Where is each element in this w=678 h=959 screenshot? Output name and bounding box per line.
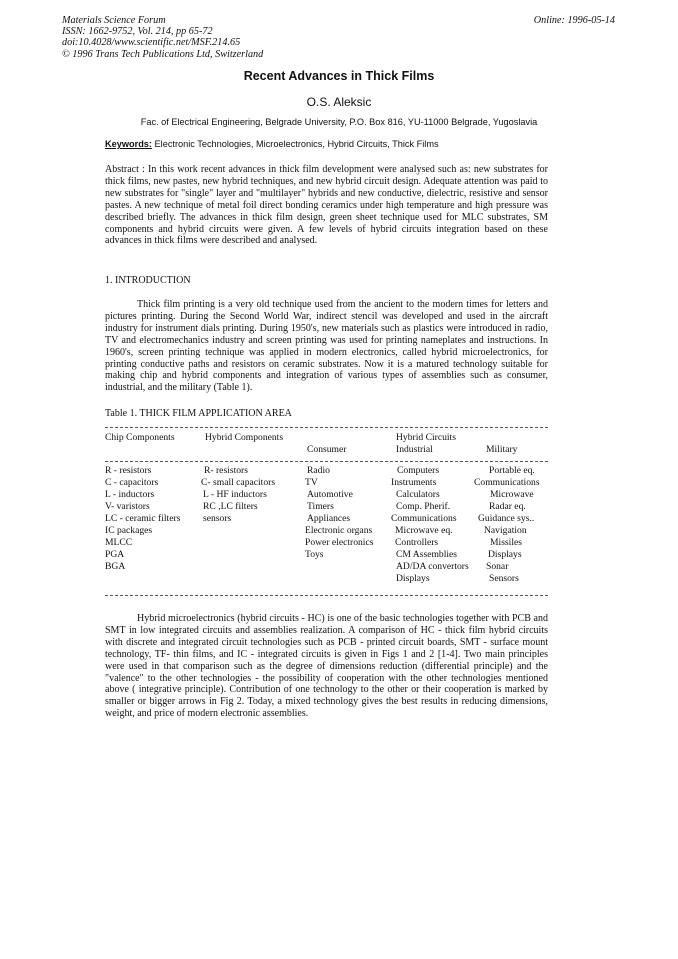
table-top-rule xyxy=(105,427,548,428)
table-cell: Navigation xyxy=(484,525,527,536)
table-header-military: Military xyxy=(486,444,518,455)
table-cell: Power electronics xyxy=(305,537,374,548)
table-cell: Displays xyxy=(488,549,522,560)
keywords-label: Keywords: xyxy=(105,139,152,149)
paper-title: Recent Advances in Thick Films xyxy=(243,69,435,83)
table-cell: BGA xyxy=(105,561,126,572)
online-date: Online: 1996-05-14 xyxy=(533,15,615,26)
section-heading-introduction: 1. INTRODUCTION xyxy=(105,275,191,286)
table-cell: Displays xyxy=(396,573,430,584)
table-cell: Microwave eq. xyxy=(395,525,453,536)
table-cell: Electronic organs xyxy=(305,525,373,536)
table-header-industrial: Industrial xyxy=(396,444,433,455)
table-column-consumer xyxy=(305,465,373,561)
table-cell: Controllers xyxy=(395,537,439,548)
table-cell: Radar eq. xyxy=(489,501,526,512)
author-name: O.S. Aleksic xyxy=(306,95,372,109)
table-cell: C - capacitors xyxy=(105,477,159,488)
table-cell: CM Assemblies xyxy=(396,549,458,560)
affiliation: Fac. of Electrical Engineering, Belgrade University, P.O. Box 816, YU-11000 Belgrade, Yugoslavia xyxy=(140,117,538,127)
table-header-consumer: Consumer xyxy=(307,444,347,455)
introduction-paragraph: Thick film printing is a very old technique used from the ancient to the modern times for letters and pictures printing. During the Second World War, indirect stencil was developed and used in the aircraft industry for instrument dials printing. During 1950's, new materials such as plastics were introduced in radio, TV and electromechanics industry and screen printing was used for printing nameplates and instructions. In 1960's, screen printing technique was applied in modern electronics, called hybrid microelectronics, for printing conductive paths and resistors on ceramic substrates. Now it is a matured technology suitable for making chip and hybrid components and integration of various types of assemblies such as consumer, industrial, and the military (Table 1). xyxy=(105,299,548,394)
keywords xyxy=(105,139,439,149)
table-cell: R - resistors xyxy=(105,465,152,476)
table-cell: Toys xyxy=(305,549,324,560)
table-column-chip xyxy=(105,465,180,573)
table-cell: Guidance sys.. xyxy=(478,513,535,524)
table-cell: LC - ceramic filters xyxy=(105,513,181,524)
table-cell: L - HF inductors xyxy=(203,489,267,500)
table-cell: PGA xyxy=(105,549,125,560)
table-header-chip-components: Chip Components xyxy=(105,432,175,443)
table-cell: sensors xyxy=(203,513,232,524)
table-cell: C- small capacitors xyxy=(201,477,276,488)
table-header-rule xyxy=(105,461,548,462)
abstract-paragraph: Abstract : In this work recent advances in thick film development were analysed such as: new substrates for thick films, new pastes, new hybrid techniques, and new hybrid circuit design. Adequate attention was paid to new substrates for "single" layer and "multilayer" hybrids and new conductive, dielectric, resistive and sensor pastes. A new technique of metal foil direct bonding ceramics under high temperature and high pressure was described briefly. The advances in thick film design, green sheet technique used for MLC substrates, SM components and hybrid circuits were given. A few levels of hybrid circuits integration based on these advances in thick films were described and analysed. xyxy=(105,164,548,247)
table-cell: R- resistors xyxy=(204,465,248,476)
copyright-line: © 1996 Trans Tech Publications Ltd, Switzerland xyxy=(62,48,264,60)
table-cell: AD/DA convertors xyxy=(396,561,469,572)
journal-name: Materials Science Forum xyxy=(62,15,166,26)
table-cell: Microwave xyxy=(490,489,534,500)
table-column-military xyxy=(474,465,540,585)
table-cell: Appliances xyxy=(307,513,351,524)
issn-line: ISSN: 1662-9752, Vol. 214, pp 65-72 xyxy=(62,26,213,38)
publication-info xyxy=(62,15,263,60)
table-cell: RC ,LC filters xyxy=(203,501,258,512)
table-cell: L - inductors xyxy=(105,489,155,500)
table-bottom-rule xyxy=(105,595,548,596)
table-cell: Calculators xyxy=(396,489,440,500)
table-cell: Missiles xyxy=(490,537,522,548)
table-cell: MLCC xyxy=(105,537,133,548)
doi-line: doi:10.4028/www.scientific.net/MSF.214.65 xyxy=(62,37,241,49)
table-cell: IC packages xyxy=(105,525,153,536)
table-cell: Automotive xyxy=(307,489,353,500)
hybrid-microelectronics-paragraph: Hybrid microelectronics (hybrid circuits - HC) is one of the basic technologies together with PCB and SMT in low integrated circuits and assemblies realization. A comparison of HC - thick film hybrid circuits with discrete and integrated circuit technologies such as PCB - printed circuit boards, SMT - surface mount technology, TF- thin films, and IC - integrated circuits is given in Figs 1 and 2 [1-4]. Two main principles were used in that comparison such as the degree of dimensions reduction (differential principle) and the "valence" to the other technologies - the possibility of cooperation with the other technologies mentioned above ( integrative principle). Contribution of one technology to the other or their cooperation is marked by smaller or bigger arrows in Fig 2. Today, a mixed technology gives the best results in reducing dimensions, weight, and price of modern electronic assemblies. xyxy=(105,613,548,720)
table-cell: Instruments xyxy=(391,477,437,488)
table-cell: Communications xyxy=(391,513,457,524)
keywords-text: Electronic Technologies, Microelectronics, Hybrid Circuits, Thick Films xyxy=(151,139,439,149)
table-cell: Sensors xyxy=(489,573,519,584)
table-cell: V- varistors xyxy=(105,501,150,512)
table-cell: Portable eq. xyxy=(489,465,535,476)
table-header-hybrid-circuits: Hybrid Circuits xyxy=(396,432,456,443)
table-column-hybrid xyxy=(201,465,275,525)
table-cell: Timers xyxy=(307,501,334,512)
table-cell: Sonar xyxy=(486,561,509,572)
table-cell: Computers xyxy=(397,465,440,476)
table-caption: Table 1. THICK FILM APPLICATION AREA xyxy=(105,408,292,419)
table-column-industrial xyxy=(391,465,469,585)
table-cell: Comp. Pherif. xyxy=(396,501,451,512)
table-header-hybrid-components: Hybrid Components xyxy=(205,432,284,443)
table-cell: Radio xyxy=(307,465,330,476)
table-cell: TV xyxy=(305,477,318,488)
table-cell: Communications xyxy=(474,477,540,488)
